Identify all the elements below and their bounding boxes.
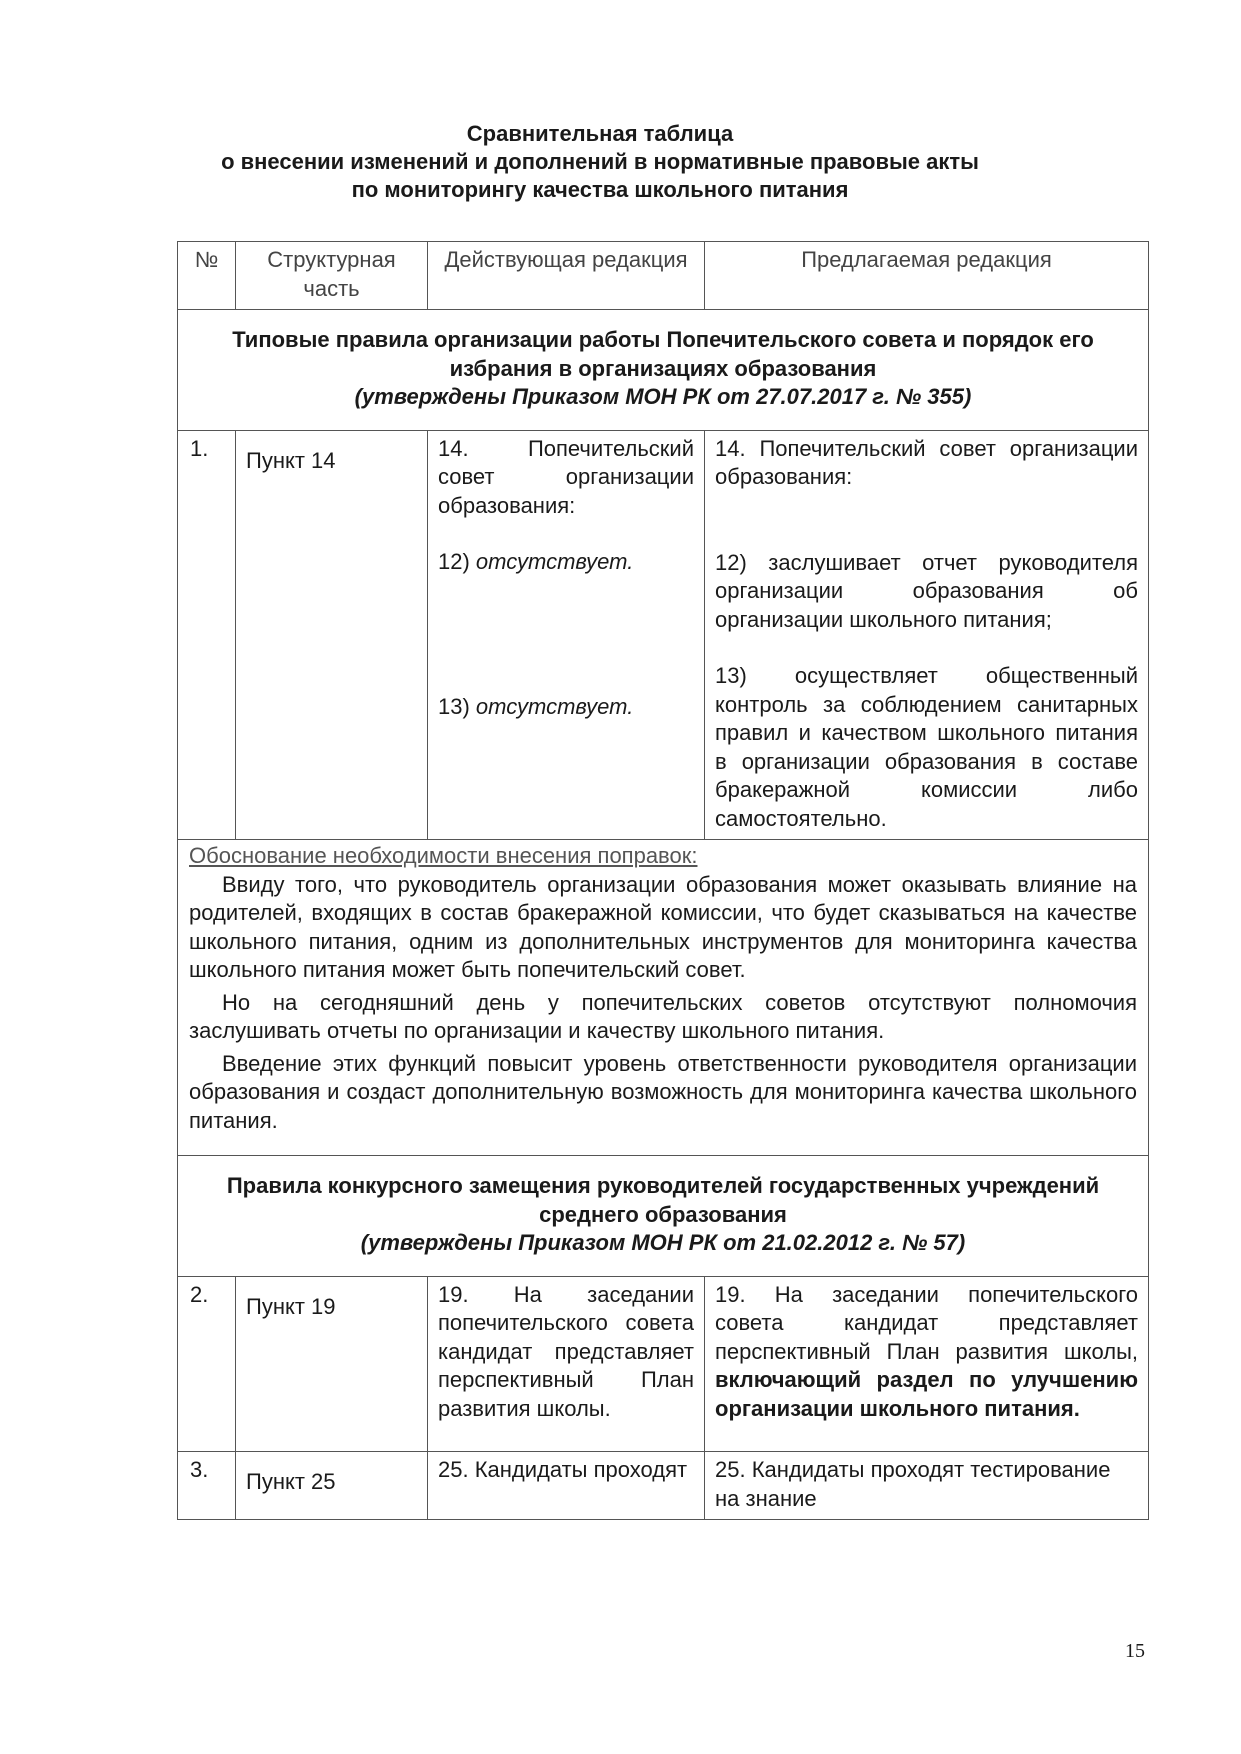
section-row-2 <box>178 1156 1149 1277</box>
page-number: 15 <box>1125 1640 1145 1662</box>
rationale-paragraph-3: Введение этих функций повысит уровень ответственности руководителя организации образования и создаст дополнительную возможность для мониторинга качества школьного питания. <box>189 1050 1137 1133</box>
row-1-proposed-12: 12) заслушивает отчет руководителя организации образования об организации школьного питания; <box>715 549 1138 632</box>
rationale-row <box>178 840 1149 1156</box>
row-1-proposed <box>705 430 1149 840</box>
header-proposed: Предлагаемая редакция <box>705 242 1149 310</box>
table-row <box>178 430 1149 840</box>
section-heading-1 <box>178 310 1149 431</box>
section-2-order: (утверждены Приказом МОН РК от 21.02.2012 г. № 57) <box>360 1230 966 1255</box>
row-3-part: Пункт 25 <box>236 1452 428 1520</box>
header-part: Структурная часть <box>236 242 428 310</box>
table-header-row <box>178 242 1149 310</box>
rationale-cell <box>178 840 1149 1156</box>
section-2-title: Правила конкурсного замещения руководителей государственных учреждений среднего образования <box>226 1173 1100 1227</box>
row-2-part: Пункт 19 <box>236 1276 428 1452</box>
header-current: Действующая редакция <box>428 242 705 310</box>
row-1-current-12: 12) отсутствует. <box>438 549 634 574</box>
section-row-1 <box>178 310 1149 431</box>
row-2-proposed-addition: включающий раздел по улучшению организации школьного питания <box>715 1367 1138 1421</box>
title-line-1: Сравнительная таблица <box>466 121 734 146</box>
row-3-current: 25. Кандидаты проходят <box>428 1452 705 1520</box>
rationale-heading: Обоснование необходимости внесения поправок: <box>189 843 698 868</box>
row-1-current-13: 13) отсутствует. <box>438 693 634 719</box>
title-line-3: по мониторингу качества школьного питания <box>351 177 849 202</box>
rationale-paragraph-2: Но на сегодняшний день у попечительских советов отсутствуют полномочия заслушивать отчеты по организации и качеству школьного питания. <box>189 989 1137 1043</box>
row-2-current: 19. На заседании попечительского совета кандидат представляет перспективный План развития школы. <box>428 1276 705 1452</box>
row-1-part: Пункт 14 <box>236 430 428 840</box>
document-title <box>160 120 1040 204</box>
table-row <box>178 1452 1149 1520</box>
table-row <box>178 1276 1149 1452</box>
row-1-current <box>428 430 705 840</box>
row-3-num: 3. <box>178 1452 236 1520</box>
section-1-title: Типовые правила организации работы Попечительского совета и порядок его избрания в организациях образования <box>232 327 1094 381</box>
section-1-order: (утверждены Приказом МОН РК от 27.07.2017 г. № 355) <box>354 384 972 409</box>
row-2-proposed: 19. На заседании попечительского совета кандидат представляет перспективный План развития школы, включающий раздел по улучшению организации школьного питания. <box>705 1276 1149 1452</box>
row-1-proposed-intro: 14. Попечительский совет организации образования: <box>715 435 1138 489</box>
row-1-proposed-13: 13) осуществляет общественный контроль за соблюдением санитарных правил и качеством школьного питания в организации образования в составе бракеражной комиссии либо самостоятельно. <box>715 663 1138 831</box>
row-1-current-intro: 14. Попечительский совет организации образования: <box>438 435 694 518</box>
comparison-table <box>177 241 1149 1520</box>
header-num: № <box>178 242 236 310</box>
rationale-paragraph-1: Ввиду того, что руководитель организации образования может оказывать влияние на родителей, входящих в состав бракеражной комиссии, что будет сказываться на качестве школьного питания, одним из дополнительных инструментов для мониторинга качества школьного питания может быть попечительский совет. <box>189 871 1137 982</box>
row-1-num: 1. <box>178 430 236 840</box>
row-2-num: 2. <box>178 1276 236 1452</box>
section-heading-2 <box>178 1156 1149 1277</box>
row-3-proposed: 25. Кандидаты проходят тестирование на знание <box>705 1452 1149 1520</box>
title-line-2: о внесении изменений и дополнений в нормативные правовые акты <box>221 149 979 174</box>
